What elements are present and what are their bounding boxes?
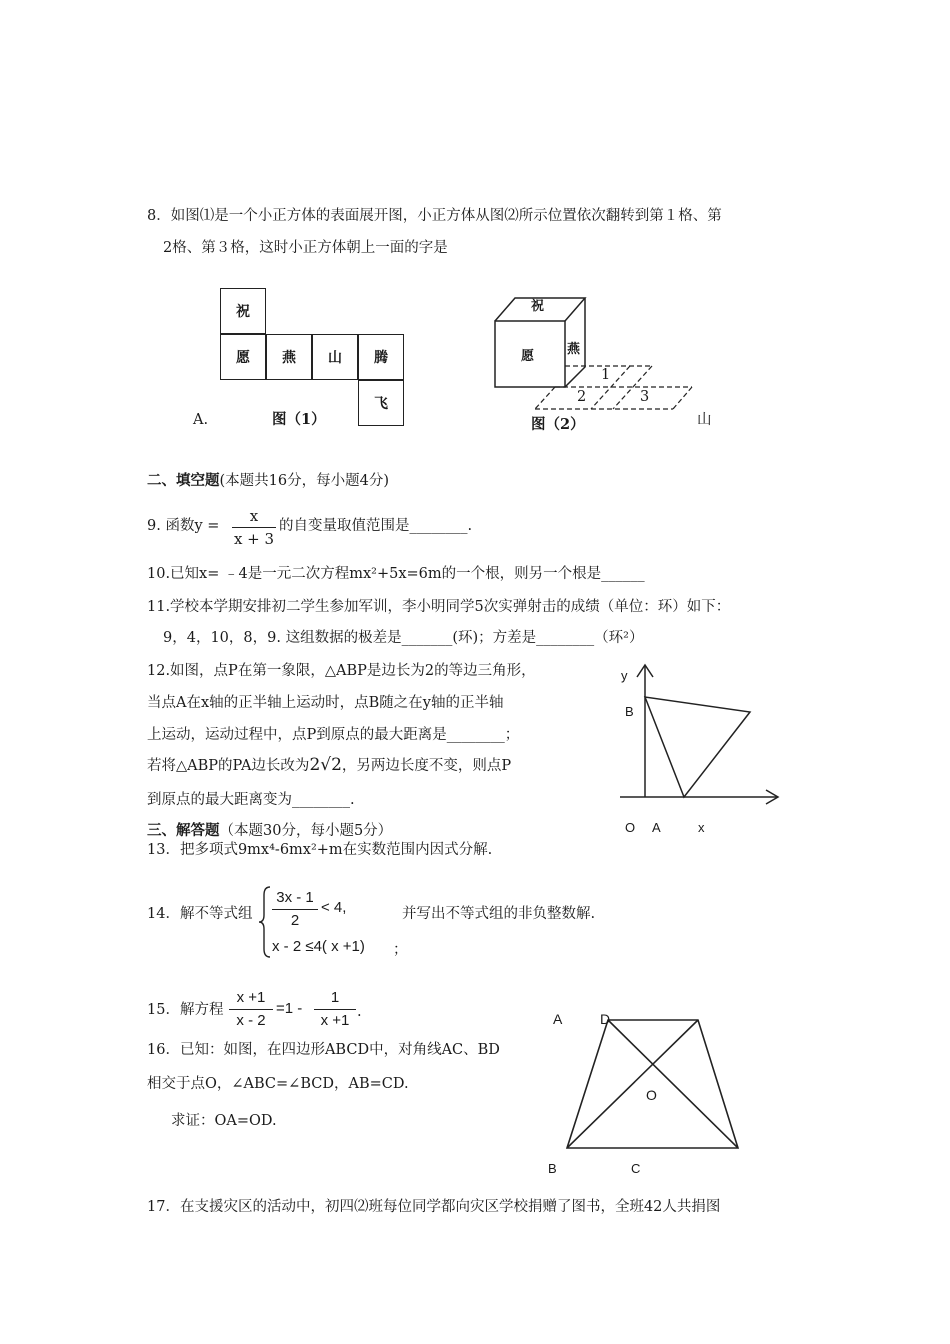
quad-point-a-label: A: [553, 1011, 563, 1027]
q12-axis-x-label: x: [698, 820, 705, 835]
q11-line1: 11.学校本学期安排初二学生参加军训，李小明同学5次实弹射击的成绩（单位：环）如下：: [147, 599, 731, 615]
quadrilateral-figure: [560, 1015, 750, 1155]
q9-prefix: 9. 函数y =: [147, 518, 220, 534]
q16-line1: 16．已知：如图，在四边形ABCD中，对角线AC、BD: [147, 1042, 500, 1058]
option-tail: 山: [697, 412, 712, 428]
q8-line1: 8．如图⑴是一个小正方体的表面展开图，小正方体从图⑵所示位置依次翻转到第１格、第: [147, 208, 722, 224]
net-cell-2: 燕: [266, 334, 312, 380]
q12-line1: 12.如图，点P在第一象限，△ABP是边长为2的等边三角形，: [147, 663, 536, 679]
q14-prefix: 14．解不等式组: [147, 906, 253, 922]
q14-ineq1-fraction: [272, 888, 318, 931]
figure-2-caption: 图（2）: [531, 416, 585, 433]
q12-line5: 到原点的最大距离变为________.: [147, 792, 355, 808]
quad-point-o-label: O: [646, 1087, 657, 1103]
net-cell-bottom: 飞: [358, 380, 404, 426]
quad-point-c-label: C: [631, 1161, 641, 1176]
q8-line2: 2格、第３格，这时小正方体朝上一面的字是: [163, 240, 448, 256]
q13-text: 13．把多项式9mx⁴-6mx²+m在实数范围内因式分解.: [147, 842, 493, 858]
q9-denominator: x + 3: [233, 530, 275, 548]
q14-ineq2: x - 2 ≤4( x +1): [272, 938, 365, 955]
section-2-note: (本题共16分，每小题4分): [219, 473, 389, 489]
q14-ineq1-denominator: 2: [290, 912, 300, 929]
q12-point-a-label: A: [652, 820, 661, 835]
q10-text: 10.已知x= ﹣4是一元二次方程mx²+5x=6m的一个根，则另一个根是______: [147, 566, 645, 582]
q14-ineq2-end: ；: [393, 942, 408, 958]
q12-line4-end: ，另两边长度不变，则点P: [341, 758, 512, 774]
section-2-title: 二、填空题: [147, 472, 220, 489]
grid-cell-3-label: 3: [640, 389, 650, 405]
q15-lhs-numerator: x +1: [236, 989, 266, 1006]
q15-lhs-fraction: [229, 988, 273, 1031]
q9-numerator: x: [249, 507, 259, 525]
q12-line2: 当点A在x轴的正半轴上运动时，点B随之在y轴的正半轴: [147, 695, 504, 711]
q12-origin-label: O: [625, 820, 636, 835]
quad-point-b-label: B: [548, 1161, 557, 1176]
q9-suffix: 的自变量取值范围是________.: [279, 518, 473, 534]
grid-cell-2-label: 2: [577, 389, 587, 405]
net-cell-3: 山: [312, 334, 358, 380]
q15-end: .: [357, 1004, 362, 1020]
q17-text: 17．在支援灾区的活动中，初四⑵班每位同学都向灾区学校捐赠了图书，全班42人共捐图: [147, 1199, 721, 1215]
q11-line2: 9，4，10，8，9. 这组数据的极差是_______(环)；方差是________（环²）: [163, 630, 644, 646]
q15-prefix: 15．解方程: [147, 1002, 224, 1018]
cube-face-side: 燕: [567, 342, 581, 357]
q15-rhs-numerator: 1: [330, 989, 340, 1006]
q16-line2: 相交于点O，∠ABC=∠BCD，AB=CD.: [147, 1076, 409, 1092]
section-2-heading: [147, 471, 389, 491]
q12-coordinate-figure: [610, 660, 790, 820]
section-3-note: （本题30分，每小题5分）: [219, 823, 393, 839]
q15-rhs-denominator: x +1: [320, 1012, 350, 1029]
net-cell-top: 祝: [220, 288, 266, 334]
option-a: A.: [193, 412, 209, 428]
grid-cell-1-label: 1: [601, 367, 611, 383]
q12-point-b-label: B: [625, 704, 634, 719]
net-cell-1: 愿: [220, 334, 266, 380]
q12-line4-start: 若将△ABP的PA边长改为: [147, 758, 310, 774]
q14-ineq1-numerator: 3x - 1: [276, 889, 314, 906]
q12-line3: 上运动，运动过程中，点P到原点的最大距离是________；: [147, 727, 520, 743]
q14-suffix: 并写出不等式组的非负整数解.: [402, 906, 596, 922]
q14-brace: [258, 885, 272, 959]
q9-fraction: [232, 506, 276, 549]
cube-figure: [480, 290, 710, 440]
q12-axis-y-label: y: [621, 668, 628, 683]
q14-ineq1-rhs: < 4,: [321, 899, 347, 916]
q15-equals: =1 -: [276, 1000, 303, 1017]
q15-lhs-denominator: x - 2: [236, 1012, 266, 1029]
quad-point-d-label: D: [600, 1011, 611, 1027]
net-cell-4: 腾: [358, 334, 404, 380]
section-3-title: 三、解答题: [147, 822, 220, 839]
q12-line4: [147, 755, 511, 776]
section-3-heading: [147, 821, 392, 841]
q15-rhs-fraction: [314, 988, 356, 1031]
cube-face-top: 祝: [531, 299, 545, 314]
q16-line3: 求证：OA=OD.: [171, 1113, 277, 1129]
q12-root-value: 2√2: [309, 755, 342, 775]
cube-face-front: 愿: [521, 349, 535, 364]
figure-1-caption: 图（1）: [272, 411, 326, 428]
